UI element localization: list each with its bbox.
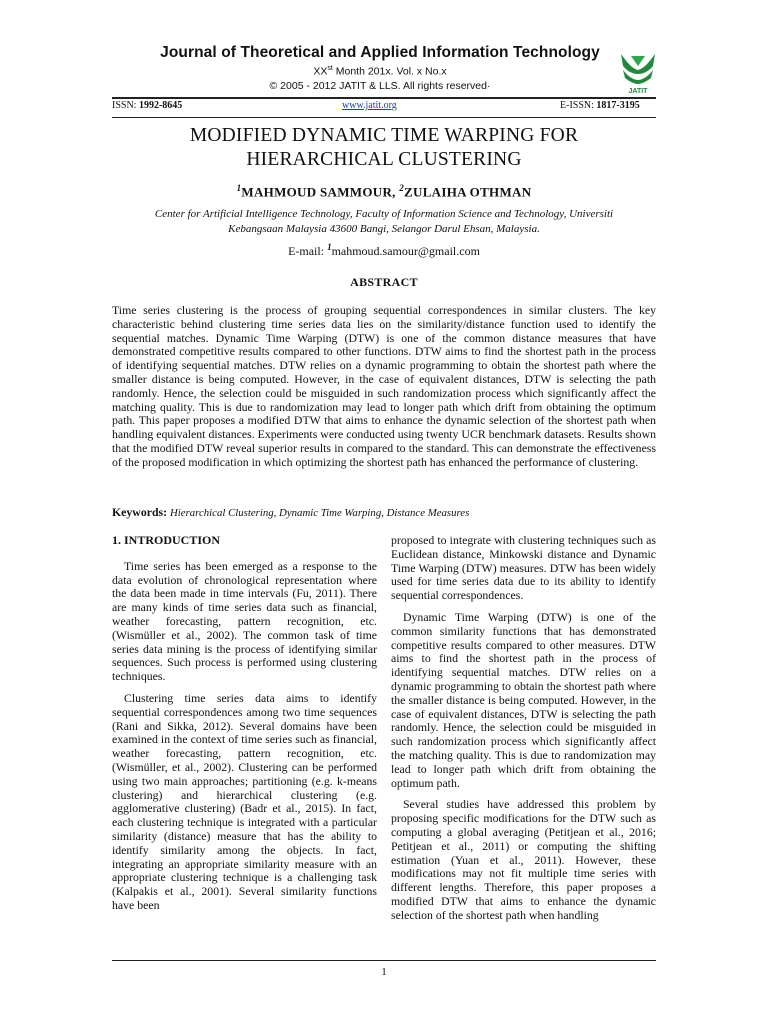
left-column xyxy=(112,534,377,921)
right-column xyxy=(391,534,656,931)
affiliation-line-1: Center for Artificial Intelligence Technology, Faculty of Information Science and Technology, Universiti xyxy=(154,208,614,220)
intro-paragraph-3: Dynamic Time Warping (DTW) is one of the common similarity functions that has demonstrated competitive results compared to other measures. DTW aims to find the shortest path in the process of identifying sequential matches. DTW relies on a dynamic programming to obtain the shortest path where the smaller distance is being computed. However, in the case of equivalent distances, DTW is selecting the path randomly. Hence, the selection could be misguided in such randomization process which significantly affect the matching quality. This is due to randomization may lead to longer path which drift from obtaining the optimum path. xyxy=(391,609,656,790)
eissn xyxy=(560,100,640,111)
author-2: ZULAIHA OTHMAN xyxy=(404,184,532,200)
issn-value: 1992-8645 xyxy=(138,100,183,111)
jatit-logo xyxy=(615,48,661,96)
introduction-heading: 1. INTRODUCTION xyxy=(112,533,221,547)
issue-volume-text: Month 201x. Vol. x No.x xyxy=(332,65,447,78)
paper-title-line-2: HIERARCHICAL CLUSTERING xyxy=(246,149,522,170)
author-1: MAHMOUD SAMMOUR, xyxy=(241,184,400,200)
footer-rule xyxy=(112,960,656,961)
email-line xyxy=(112,242,656,259)
author2-marker: 2 xyxy=(399,183,405,193)
abstract-body: Time series clustering is the process of grouping sequential correspondences in similar clusters. The key characteristic behind clustering time series data lies on the similarity/distance function used to identify the sequential matches. Dynamic Time Warping (DTW) is one of the common distance measures that have demonstrated competitive results compared to other functions. DTW aims to find the shortest path in the process of identifying sequential matches. DTW relies on a dynamic programming to obtain the shortest path where the smaller distance is being computed. However, in the case of equivalent distances, DTW is selecting the path randomly. Hence, the selection could be misguided in such randomization process which significantly affect the matching quality. This is due to randomization may lead to longer path which drift from obtaining the optimum path. This paper proposes a modified DTW that aims to enhance the dynamic selection of the shortest path when handling equivalent distances. Experiments were conducted using twenty UCR benchmark datasets. Results shown that the modified DTW reveal superior results in compared to the standard. This can demonstrate the effectiveness of the proposed modification in which optimizing the shortest path has enhanced the performance of clustering. xyxy=(112,303,656,469)
intro-paragraph-continued: proposed to integrate with clustering techniques such as Euclidean distance, Minkowski distance and Dynamic Time Warping (DTW) measures. DTW has been widely used for time series data due to its ability to identify sequential correspondences. xyxy=(391,533,656,603)
author-list xyxy=(112,183,656,200)
issn-label: ISSN: xyxy=(112,100,139,111)
issue-line xyxy=(200,65,560,78)
paper-title xyxy=(112,124,656,172)
issue-number-suffix: st xyxy=(327,65,333,72)
eissn-label: E-ISSN: xyxy=(560,100,597,111)
email-label: E-mail: xyxy=(288,244,328,258)
keywords-label: Keywords: xyxy=(112,505,170,519)
paper-title-line-1: MODIFIED DYNAMIC TIME WARPING FOR xyxy=(189,125,579,146)
author1-marker: 1 xyxy=(236,183,242,193)
copyright-line: © 2005 - 2012 JATIT & LLS. All rights reserved· xyxy=(269,80,491,92)
keywords-text: Hierarchical Clustering, Dynamic Time Warping, Distance Measures xyxy=(170,507,470,519)
issn xyxy=(112,100,182,111)
intro-paragraph-2: Clustering time series data aims to identify sequential correspondences among two time sequences (Rani and Sikka, 2012). Several domains have been examined in the context of time series such as financial, weather forecasting, pattern recognition, etc. (Wismüller, et al., 2002). Clustering can be performed using two main approaches; partitioning (e.g. k-means clustering) and hierarchical clustering (e.g. agglomerative clustering) (Badr et al., 2015). In fact, each clustering technique is integrated with a particular similarity (distance) measure that has the ability to identify similarity among the objects. In fact, integrating an appropriate similarity measure with an appropriate clustering technique is a challenging task (Kalpakis et al., 2001). Several similarity functions have been xyxy=(112,690,377,912)
header-rule-bottom xyxy=(112,117,656,118)
keywords-line xyxy=(112,505,656,520)
page-number: 1 xyxy=(381,966,387,978)
affiliation-line-2: Kebangsaan Malaysia 43600 Bangi, Selangor Darul Ehsan, Malaysia. xyxy=(228,223,540,235)
journal-title: Journal of Theoretical and Applied Information Technology xyxy=(160,44,600,61)
abstract-heading: ABSTRACT xyxy=(350,275,418,289)
website-link[interactable]: www.jatit.org xyxy=(342,100,397,111)
email-marker: 1 xyxy=(327,242,332,252)
intro-paragraph-1: Time series has been emerged as a response to the data evolution of chronological representation where the data been made in time intervals (Fu, 2011). There are many kinds of time series data such as financial, weather forecasting, pattern recognition, etc. (Wismüller et al., 2002). The common task of time series data mining is the process of identifying similar sequences. Such process is performed using clustering techniques. xyxy=(112,558,377,684)
issue-number-prefix: XX xyxy=(313,65,328,78)
header-rule-top xyxy=(112,97,656,99)
eissn-value: 1817-3195 xyxy=(596,100,640,111)
logo-text: JATIT xyxy=(628,88,648,95)
email-address[interactable]: mahmoud.samour@gmail.com xyxy=(331,244,480,258)
affiliation xyxy=(112,207,656,237)
intro-paragraph-4: Several studies have addressed this problem by proposing specific modifications for the DTW such as computing a global averaging (Petitjean et al., 2016; Petitjean et al., 2011) or computing the shifting estimation (Yuan et al., 2011). However, these modifications may not fit multiple time series with different lengths. Therefore, this paper proposes a modified DTW that aims to enhance the dynamic selection of the shortest path when handling xyxy=(391,797,656,922)
